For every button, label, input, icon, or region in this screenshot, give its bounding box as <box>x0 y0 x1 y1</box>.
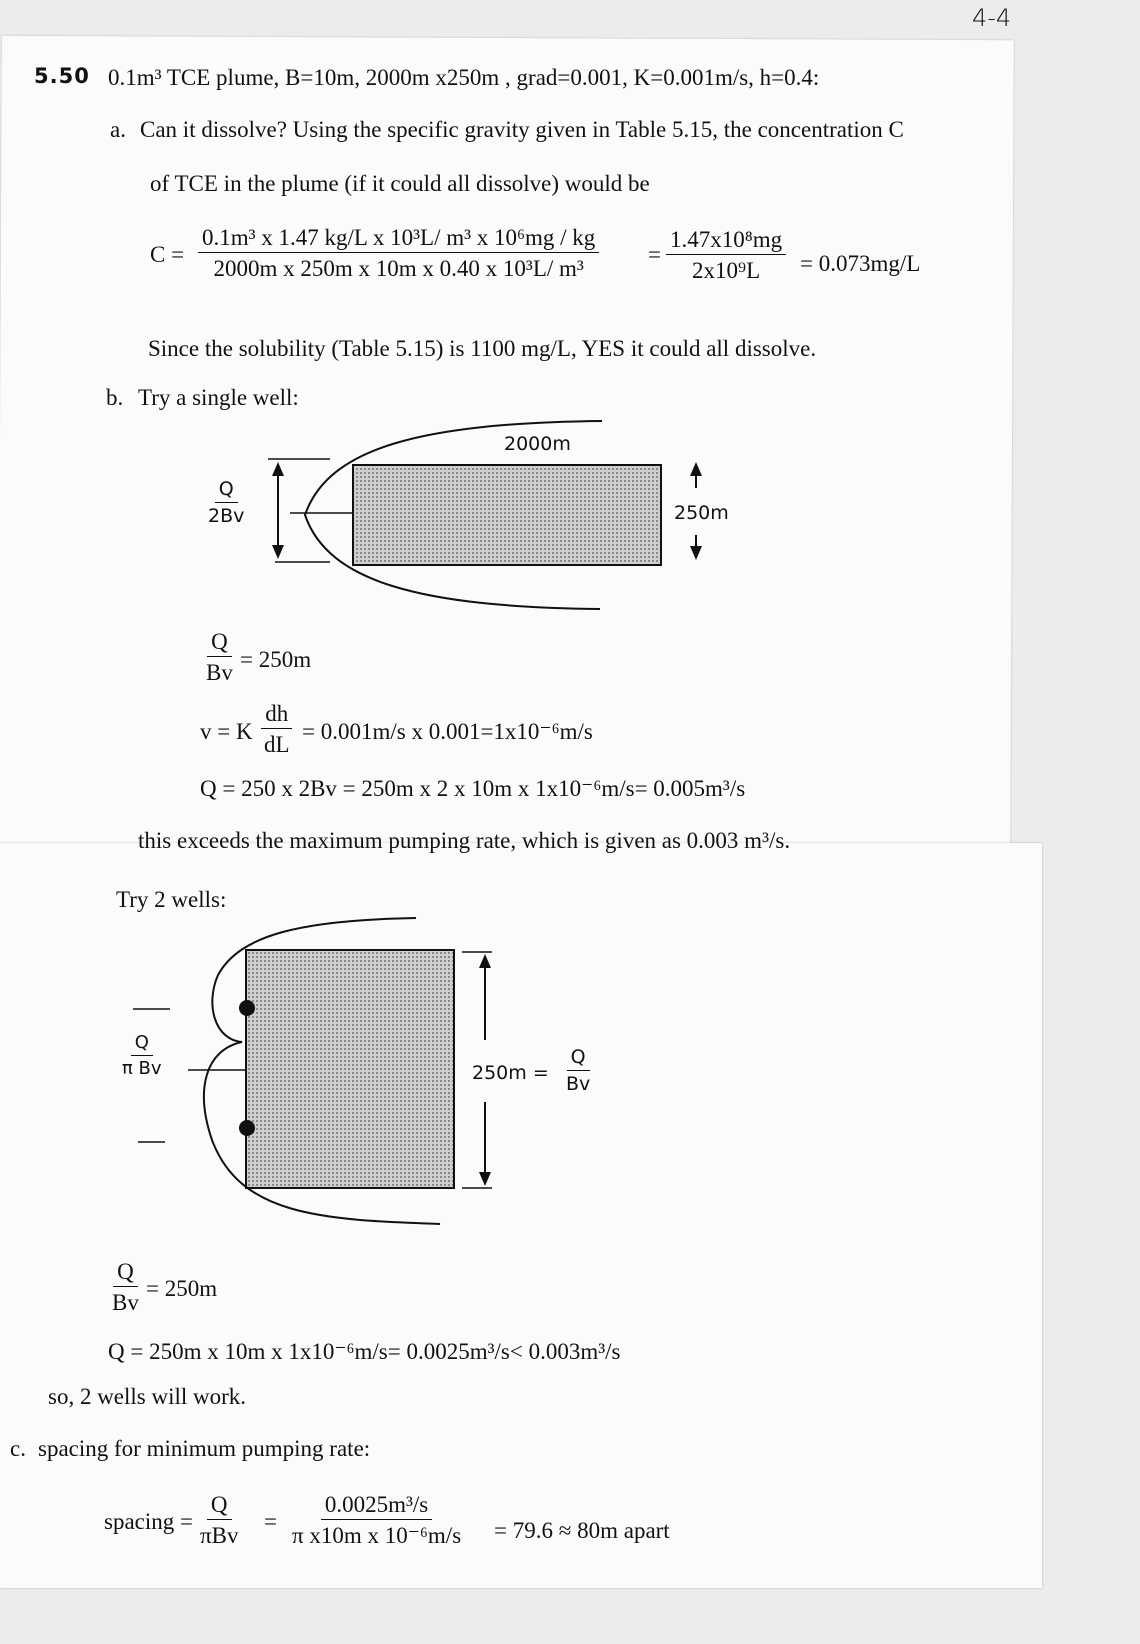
eq4-rhs: = 250m <box>146 1276 218 1301</box>
problem-number: 5.50 <box>34 64 90 88</box>
fig1-q-numerator: Q <box>215 480 238 503</box>
two-wells-q-over-bv <box>562 1048 594 1094</box>
two-wells-title: Try 2 wells: <box>116 887 227 912</box>
eq2-rhs: = 0.001m/s x 0.001=1x10⁻⁶m/s <box>302 719 593 744</box>
concentration-numerator-2: 1.47x10⁸mg <box>666 228 786 255</box>
two-wells-width-label: 250m = <box>472 1062 549 1084</box>
spacing-denominator-1: πBv <box>200 1523 239 1548</box>
spacing-numerator-2: 0.0025m³/s <box>321 1493 432 1520</box>
part-a-conclusion: Since the solubility (Table 5.15) is 1100 mg/L, YES it could all dissolve. <box>148 336 817 361</box>
right-arrow-head-up <box>690 462 702 476</box>
two-wells-q-over-pi-bv <box>118 1034 166 1078</box>
eq4-q-over-bv <box>108 1260 143 1314</box>
part-c-label: c. <box>10 1436 26 1461</box>
part-b-title: Try a single well: <box>138 385 299 410</box>
length-label: 2000m <box>504 433 571 455</box>
concentration-numerator-1: 0.1m³ x 1.47 kg/L x 10³L/ m³ x 10⁶mg / kg <box>198 226 599 253</box>
width-label: 250m <box>674 502 729 524</box>
eq4-numerator: Q <box>113 1260 138 1287</box>
eq2-lhs: v = K <box>200 719 253 744</box>
page-number: 4-4 <box>972 4 1012 32</box>
eq2-numerator: dh <box>261 702 292 729</box>
eq-q-over-bv <box>202 630 237 684</box>
concentration-denominator-2: 2x10⁹L <box>692 258 761 283</box>
part-c-title: spacing for minimum pumping rate: <box>38 1436 371 1461</box>
upper-well-marker <box>239 1000 255 1016</box>
spacing-equals: = <box>264 1509 277 1534</box>
problem-statement: 0.1m³ TCE plume, B=10m, 2000m x250m , grad=0.001, K=0.001m/s, h=0.4: <box>108 65 820 90</box>
spacing-numerator-1: Q <box>207 1493 232 1520</box>
concentration-result: = 0.073mg/L <box>800 251 921 276</box>
eq5: Q = 250m x 10m x 1x10⁻⁶m/s= 0.0025m³/s< 0.003m³/s <box>108 1339 621 1364</box>
eq1-rhs: = 250m <box>240 647 312 672</box>
part-a-line1: Can it dissolve? Using the specific gravity given in Table 5.15, the concentration C <box>140 117 904 142</box>
lower-well-marker <box>239 1120 255 1136</box>
concentration-equals: = <box>648 242 661 267</box>
two-wells-figure <box>133 918 492 1224</box>
eq1-denominator: Bv <box>206 660 233 685</box>
concentration-lhs: C = <box>150 242 185 267</box>
eq2-dh-dl <box>260 702 294 756</box>
concentration-denominator-1: 2000m x 250m x 10m x 0.40 x 10³L/ m³ <box>213 256 584 281</box>
spacing-fraction-2 <box>288 1493 465 1547</box>
spacing-denominator-2: π x10m x 10⁻⁶m/s <box>292 1523 462 1548</box>
pumping-rate-note: this exceeds the maximum pumping rate, which is given as 0.003 m³/s. <box>138 828 791 853</box>
left-arrow-head-down <box>272 545 284 559</box>
right-arrow-head-down <box>690 546 702 560</box>
spacing-fraction-1 <box>196 1493 242 1547</box>
spacing-result: = 79.6 ≈ 80m apart <box>494 1518 670 1543</box>
eq1-numerator: Q <box>207 630 232 657</box>
part-a-line2: of TCE in the plume (if it could all dissolve) would be <box>150 171 650 196</box>
two-wells-conclusion: so, 2 wells will work. <box>48 1384 247 1409</box>
fig1-q-denominator: 2Bv <box>208 505 245 527</box>
part-a-label: a. <box>110 117 126 142</box>
part-b-label: b. <box>106 385 124 410</box>
left-arrow-head-up <box>272 462 284 476</box>
eq3: Q = 250 x 2Bv = 250m x 2 x 10m x 1x10⁻⁶m/s= 0.005m³/s <box>200 776 746 801</box>
single-well-q-over-2bv <box>204 480 248 526</box>
spacing-lhs: spacing = <box>104 1509 193 1534</box>
eq4-denominator: Bv <box>112 1290 139 1315</box>
fig2-rq-denominator: Bv <box>566 1073 591 1095</box>
plume-rectangle <box>353 465 661 565</box>
right-arrow-head-up-2 <box>479 954 491 968</box>
fig2-rq-numerator: Q <box>567 1048 590 1071</box>
plume-rectangle-2 <box>246 950 454 1188</box>
right-arrow-head-down-2 <box>479 1172 491 1186</box>
fig2-q-denominator: π Bv <box>122 1058 162 1079</box>
eq2-denominator: dL <box>264 732 290 757</box>
fig2-q-numerator: Q <box>131 1034 153 1056</box>
